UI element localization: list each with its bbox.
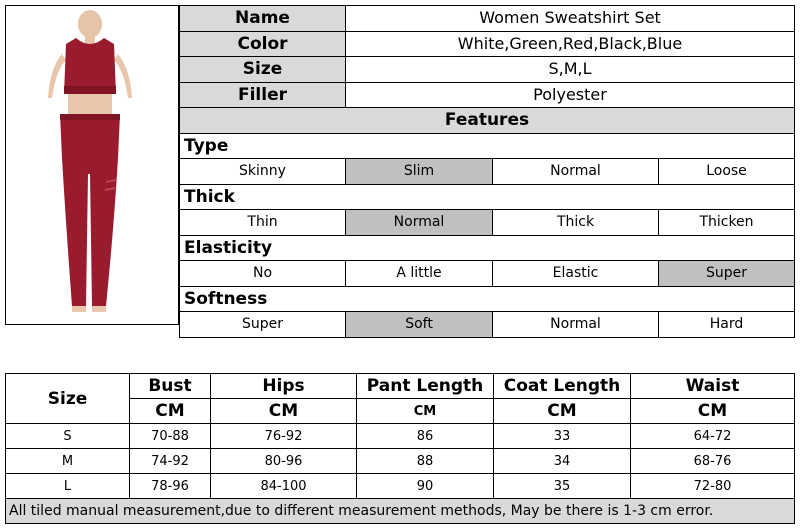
unit-label: CM: [631, 399, 795, 424]
feature-option-selected: Super: [659, 261, 795, 287]
size-row: [6, 474, 795, 499]
measurement-cell: 68-76: [631, 449, 795, 474]
measurement-cell: 86: [357, 424, 494, 449]
measurement-cell: 35: [494, 474, 631, 499]
feature-name: Thick: [180, 184, 795, 210]
spec-value: White,Green,Red,Black,Blue: [346, 31, 795, 57]
feature-options-row: [180, 312, 795, 338]
feature-options-row: [180, 261, 795, 287]
features-title: Features: [180, 108, 795, 134]
size-row: [6, 424, 795, 449]
unit-label: CM: [494, 399, 631, 424]
measurement-header: Coat Length: [494, 374, 631, 399]
size-header-row: [6, 374, 795, 399]
measurement-note: All tiled manual measurement,due to different measurement methods, May be there is 1-3 cm error.: [6, 499, 795, 524]
measurement-cell: 88: [357, 449, 494, 474]
feature-name: Softness: [180, 286, 795, 312]
measurement-cell: 33: [494, 424, 631, 449]
feature-option-selected: Soft: [346, 312, 493, 338]
spec-row-filler: [180, 82, 795, 108]
feature-option: No: [180, 261, 346, 287]
feature-option: Normal: [493, 159, 659, 185]
feature-option: Hard: [659, 312, 795, 338]
unit-label: CM: [357, 399, 494, 424]
size-cell: L: [6, 474, 130, 499]
spec-label: Filler: [180, 82, 346, 108]
product-spec-table: [179, 5, 795, 338]
feature-name: Type: [180, 133, 795, 159]
spec-value: Women Sweatshirt Set: [346, 6, 795, 32]
feature-group-3: [180, 286, 795, 312]
feature-option-selected: Slim: [346, 159, 493, 185]
size-column-header: Size: [6, 374, 130, 424]
size-cell: S: [6, 424, 130, 449]
spec-label: Size: [180, 57, 346, 83]
measurement-header: Pant Length: [357, 374, 494, 399]
measurement-cell: 84-100: [211, 474, 357, 499]
product-photo: [5, 5, 179, 325]
note-row: [6, 499, 795, 524]
size-row: [6, 449, 795, 474]
measurement-cell: 34: [494, 449, 631, 474]
feature-option: Thin: [180, 210, 346, 236]
feature-group-2: [180, 235, 795, 261]
feature-option: Loose: [659, 159, 795, 185]
feature-name: Elasticity: [180, 235, 795, 261]
measurement-cell: 70-88: [130, 424, 211, 449]
measurement-cell: 76-92: [211, 424, 357, 449]
feature-option: A little: [346, 261, 493, 287]
feature-option: Skinny: [180, 159, 346, 185]
measurement-cell: 64-72: [631, 424, 795, 449]
feature-group-1: [180, 184, 795, 210]
model-illustration: [6, 6, 178, 324]
size-cell: M: [6, 449, 130, 474]
feature-option: Thicken: [659, 210, 795, 236]
feature-option: Elastic: [493, 261, 659, 287]
spec-row-size: [180, 57, 795, 83]
features-header-row: [180, 108, 795, 134]
measurement-header: Bust: [130, 374, 211, 399]
unit-label: CM: [211, 399, 357, 424]
feature-option-selected: Normal: [346, 210, 493, 236]
spec-label: Name: [180, 6, 346, 32]
unit-label: CM: [130, 399, 211, 424]
measurement-header: Hips: [211, 374, 357, 399]
feature-option: Thick: [493, 210, 659, 236]
measurement-cell: 80-96: [211, 449, 357, 474]
spec-row-color: [180, 31, 795, 57]
feature-option: Normal: [493, 312, 659, 338]
spec-label: Color: [180, 31, 346, 57]
measurement-cell: 72-80: [631, 474, 795, 499]
spec-value: Polyester: [346, 82, 795, 108]
measurement-header: Waist: [631, 374, 795, 399]
feature-options-row: [180, 159, 795, 185]
measurement-cell: 74-92: [130, 449, 211, 474]
spec-row-name: [180, 6, 795, 32]
feature-options-row: [180, 210, 795, 236]
feature-option: Super: [180, 312, 346, 338]
measurement-cell: 90: [357, 474, 494, 499]
spec-value: S,M,L: [346, 57, 795, 83]
size-chart-table: [5, 373, 795, 524]
measurement-cell: 78-96: [130, 474, 211, 499]
feature-group-0: [180, 133, 795, 159]
